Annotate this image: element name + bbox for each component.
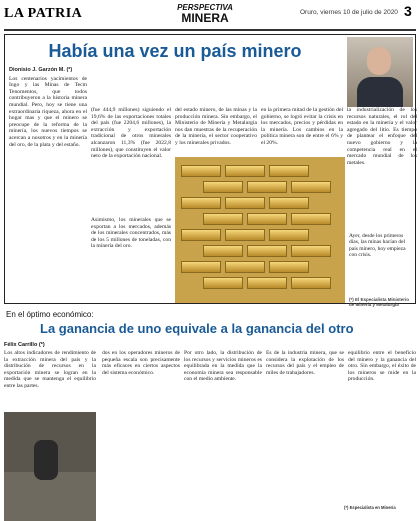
gold-bar: [269, 229, 309, 241]
section-badge-bottom: MINERA: [181, 11, 229, 25]
gold-bar: [247, 181, 287, 193]
story-secondary-col-2: [102, 350, 180, 376]
story-main-headline: Había una vez un país minero: [48, 41, 302, 61]
story-secondary-text-5: equilibrio entre el beneficio del minero y la ganancia del otro. Sin embargo, el éxito de los mineros se mide en la producción.: [348, 350, 416, 383]
story-secondary-text-4: Es de la industria minera, que se considera la explotación de los recursos del país y el empleo de miles de trabajadores.: [266, 350, 344, 376]
story-secondary-col-3: [184, 350, 262, 383]
story-main-col-2: [91, 107, 171, 160]
story-main-text-5: la industrialización de los recursos naturales, el rol del estado en la minería y el valor agregado del litio. Es tiempo de plantear el enfoque del nuevo gobierno y la competencia real en el mercado mundial de los metales.: [347, 107, 417, 166]
gold-bar: [269, 197, 309, 209]
story-secondary-col-1: [4, 350, 96, 390]
story-secondary-col-4: [266, 350, 344, 376]
story-main-text-4: en la primera mitad de la gestión del gobierno, se logró evitar la crisis en los mercados, precios y pérdidas en la minería. Los cambios en la política minera son de entre el 6% y el 20%.: [261, 107, 343, 146]
page-number: 3: [404, 3, 412, 19]
story-secondary-col-5: [348, 350, 416, 383]
gold-bar: [181, 197, 221, 209]
story-main-col-4: [261, 107, 343, 147]
section-badge: [176, 3, 234, 27]
author-portrait: [347, 37, 413, 107]
gold-bar: [247, 277, 287, 289]
page-header: [0, 0, 420, 32]
gold-bar: [247, 213, 287, 225]
story-secondary-text-3: Por otro lado, la distribución de los recursos y servicios mineros es equilibrada en la medida que la economía minera sea responsable con el medio ambiente.: [184, 350, 262, 383]
gold-bar: [181, 165, 221, 177]
gold-bar: [203, 277, 243, 289]
gold-bar: [269, 261, 309, 273]
story-secondary-text-2: dos en los operadores mineros de pequeña escala son precisamente más eficaces en ciertos aspectos del sistema económico.: [102, 350, 180, 376]
gold-bar: [225, 229, 265, 241]
portrait-face: [367, 47, 391, 75]
story-main-text-1: Los centenarios yacimientos de Ingo y las Minas de Tecm Tenomentos, que todos contribuyeron a la historia minera mundial. Pero, hoy se tiene una extraordinaria riqueza, ahora en el hogar mas y que el minero se preocupe de la reforma de la minería, los nuevos tiempos se acercan a nosotros y en la minería del oro, de la plata y del estaño.: [9, 75, 87, 148]
story-secondary-text-1: Los altos indicadores de rendimiento de la extracción minera del país y la distribución de recursos en la exportación minera se logran en la medida que se mantenga el equilibrio entre las partes.: [4, 350, 96, 389]
gold-bar: [203, 213, 243, 225]
story-main-col-6: [91, 217, 171, 250]
author-credit: (*) El Especialista Ministerio de Minería y Metalurgia: [349, 297, 410, 307]
story-secondary-byline: Félix Carrillo (*): [4, 342, 45, 348]
story-secondary-credit: (*) Especialista en Minería: [344, 505, 396, 510]
gold-bar: [225, 165, 265, 177]
gold-bar: [291, 213, 331, 225]
story-secondary-kicker: En el óptimo económico:: [6, 310, 94, 319]
gold-bars-photo: [175, 157, 345, 303]
story-main-col-5: [347, 107, 417, 166]
story-main-col-1: [9, 67, 87, 148]
story-main-byline: Dionisio J. Garzón M. (*): [9, 67, 73, 73]
gold-bar: [247, 245, 287, 257]
gold-bar: [203, 245, 243, 257]
gold-bar: [291, 245, 331, 257]
portrait-suit: [357, 77, 403, 107]
gold-bar: [225, 261, 265, 273]
story-main: [4, 34, 417, 307]
story-main-col-3: [175, 107, 257, 147]
story-secondary-headline: La ganancia de uno equivale a la ganancia del otro: [40, 321, 354, 336]
story-main-text-6: Asimismo, los minerales que se exportan a los mercados, además de los minerales concentrados, más de los 5 millones de toneladas, con la minería del oro.: [91, 217, 171, 250]
gold-bar: [291, 277, 331, 289]
miner-photo: [4, 412, 96, 521]
header-rule: [4, 29, 416, 31]
issue-date: Oruro, viernes 10 de julio de 2020: [300, 9, 398, 16]
gold-bar: [181, 261, 221, 273]
newspaper-logo: LA PATRIA: [4, 6, 83, 21]
gold-bar: [181, 229, 221, 241]
photo-person: [34, 440, 58, 480]
gold-bar: [291, 181, 331, 193]
gold-bar: [203, 181, 243, 193]
photo-caption: Ayer, desde los primeros días, las minas hacían del país minero, hoy empieza con crisis.: [349, 233, 406, 259]
story-main-text-3: del estado minero, de las minas y la producción minera. Sin embargo, el Ministerio de Minería y Metalurgia nos dan muestras de la recuperación de la minería, el sector cooperativo y los minerales privados.: [175, 107, 257, 146]
story-main-text-2: (fue 444,9 millones) siguiendo el 19,6% de las exportaciones totales del país (fue 2204,6 millones), la extracción y exportación tradicional de otros minerales alcanzaron 11,3% (fue 2022,8 millones), que constituyen el valor neto de la exportación nacional.: [91, 107, 171, 160]
section-badge-top: PERSPECTIVA: [177, 3, 233, 12]
gold-bar: [225, 197, 265, 209]
gold-bar: [269, 165, 309, 177]
